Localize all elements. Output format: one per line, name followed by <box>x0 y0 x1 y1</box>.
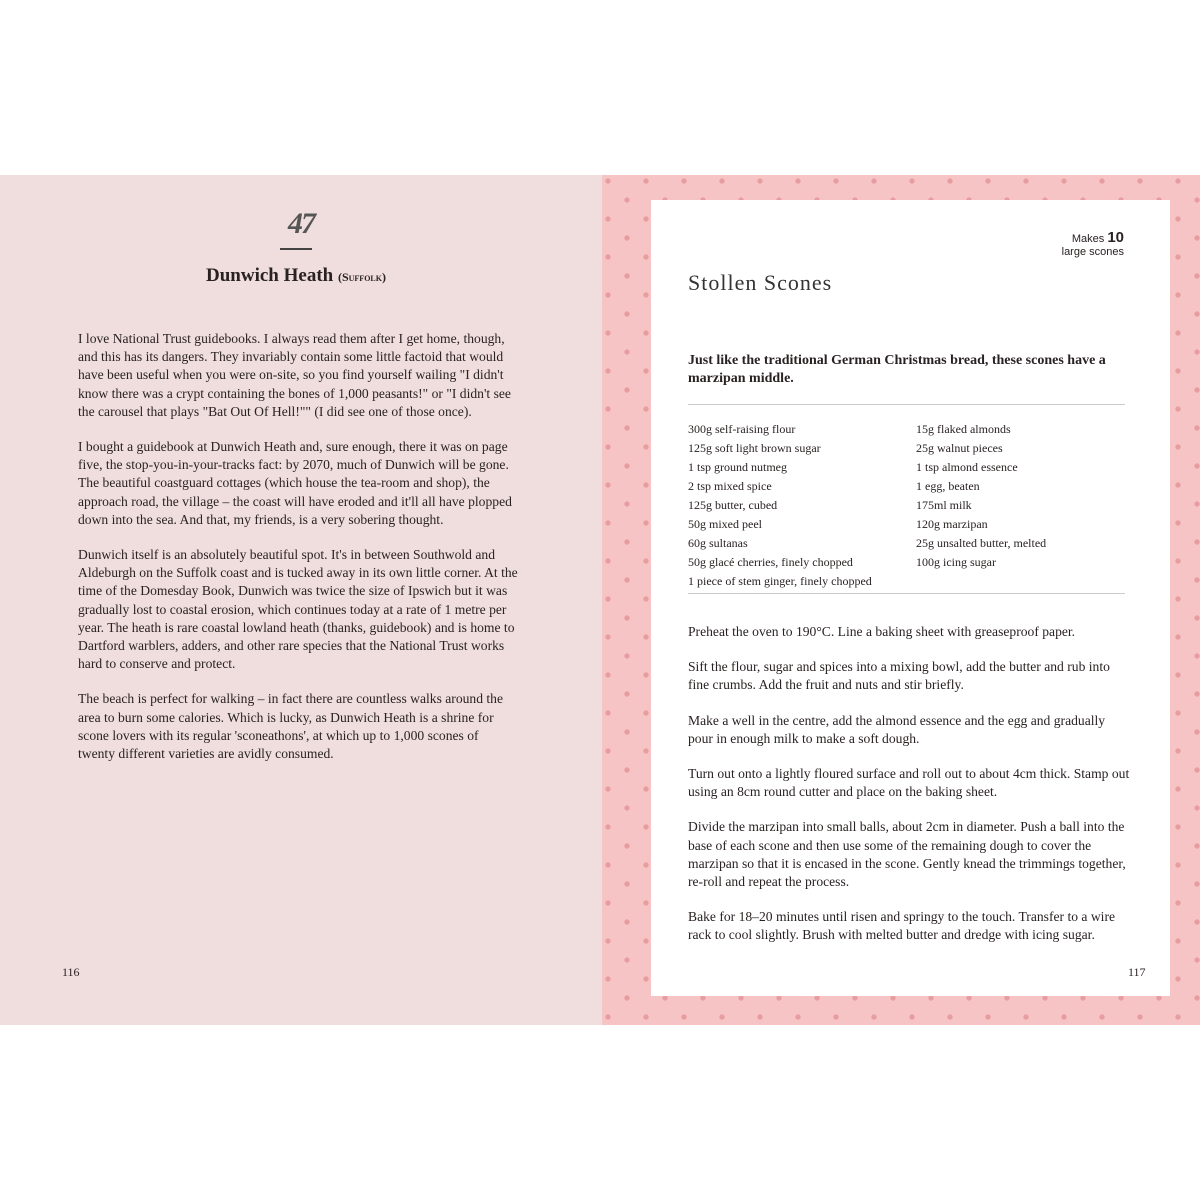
makes-unit: large scones <box>1061 246 1124 258</box>
ingredient: 175ml milk <box>916 498 972 512</box>
method-step: Make a well in the centre, add the almond essence and the egg and gradually pour in enough milk to make a soft dough. <box>688 712 1106 746</box>
method-step: Divide the marzipan into small balls, about 2cm in diameter. Push a ball into the base of each scone and then use some of the remaining dough to cover the marzipan so that it is encased in the scone. Gently knead the trimmings together, re-roll and repeat the process. <box>688 819 1126 890</box>
ingredient: 100g icing sugar <box>916 555 996 569</box>
place-heading: Dunwich Heath (Suffolk) <box>206 265 386 286</box>
ingredient: 120g marzipan <box>916 517 988 531</box>
method-step: Sift the flour, sugar and spices into a mixing bowl, add the butter and rub into fine crumbs. Add the fruit and nuts and stir briefly. <box>688 659 1110 693</box>
ingredient: 25g unsalted butter, melted <box>916 536 1047 550</box>
ingredient: 60g sultanas <box>688 536 748 550</box>
paragraph: I bought a guidebook at Dunwich Heath and, sure enough, there it was on page five, the stop-you-in-your-tracks fact: by 2070, much of Dunwich will be gone. The beautiful coastguard cottages (which house the tea-room and shop), the approach road, the village – the coast will have eroded and it'll all have plopped down into the sea. And that, my friends, is a very sobering thought. <box>78 439 512 527</box>
right-page <box>602 175 1200 1025</box>
ingredient: 50g mixed peel <box>688 517 762 531</box>
body-text <box>78 330 518 780</box>
county: Suffolk <box>341 270 382 284</box>
ingredients-column-2 <box>916 420 1046 572</box>
makes-count: 10 <box>1107 229 1124 246</box>
ingredient: 1 tsp almond essence <box>916 460 1018 474</box>
recipe-title: Stollen Scones <box>688 270 833 295</box>
paragraph: Dunwich itself is an absolutely beautiful spot. It's in between Southwold and Aldeburgh on the Suffolk coast and is tucked away in its own little corner. At the time of the Domesday Book, Dunwich was twice the size of Ipswich but it was gradually lost to coastal erosion, which continues today at a rate of 1 metre per year. The heath is rare coastal lowland heath (thanks, guidebook) and is home to Dartford warblers, adders, and other rare species that the National Trust works hard to conserve and protect. <box>78 547 518 672</box>
method-step: Preheat the oven to 190°C. Line a baking sheet with greaseproof paper. <box>688 624 1076 639</box>
method-step: Turn out onto a lightly floured surface and roll out to about 4cm thick. Stamp out using an 8cm round cutter and place on the baking sheet. <box>688 766 1130 800</box>
ingredient: 1 tsp ground nutmeg <box>688 460 787 474</box>
ingredient: 25g walnut pieces <box>916 441 1003 455</box>
ingredient: 1 egg, beaten <box>916 479 980 493</box>
recipe-card <box>651 200 1170 996</box>
place-name: Dunwich Heath <box>206 265 334 286</box>
method-step: Bake for 18–20 minutes until risen and springy to the touch. Transfer to a wire rack to cool slightly. Brush with melted butter and dredge with icing sugar. <box>688 909 1116 943</box>
method <box>688 623 1133 962</box>
ingredient: 15g flaked almonds <box>916 422 1011 436</box>
page-number: 116 <box>62 965 80 979</box>
ingredient: 2 tsp mixed spice <box>688 479 772 493</box>
divider <box>688 593 1125 594</box>
page-number: 117 <box>1128 965 1146 979</box>
ingredient: 300g self-raising flour <box>688 422 796 436</box>
makes-label: Makes <box>1071 233 1105 245</box>
ingredient: 50g glacé cherries, finely chopped <box>688 555 853 569</box>
ingredient: 125g soft light brown sugar <box>688 441 821 455</box>
paragraph: I love National Trust guidebooks. I always read them after I get home, though, and this has its dangers. They invariably contain some little factoid that would have been useful when you were on-site, so you find yourself wailing "I didn't know there was a crypt containing the bones of 1,000 peasants!" or "I didn't see the carousel that plays "Bat Out Of Hell!"" (I did see one of those once). <box>78 331 511 419</box>
yield <box>1062 231 1124 259</box>
ingredient: 125g butter, cubed <box>688 498 778 512</box>
ingredients-column-1 <box>688 420 872 591</box>
divider <box>280 248 312 250</box>
paragraph: The beach is perfect for walking – in fact there are countless walks around the area to burn some calories. Which is lucky, as Dunwich Heath is a shrine for scone lovers with its regular 'sconeathons', at which up to 1,000 scones of twenty different varieties are avidly consumed. <box>78 691 504 762</box>
divider <box>688 404 1125 405</box>
chapter-number: 47 <box>288 207 314 240</box>
ingredient: 1 piece of stem ginger, finely chopped <box>688 574 872 588</box>
recipe-intro: Just like the traditional German Christmas bread, these scones have a marzipan middle. <box>688 353 1106 386</box>
left-page <box>0 175 602 1025</box>
